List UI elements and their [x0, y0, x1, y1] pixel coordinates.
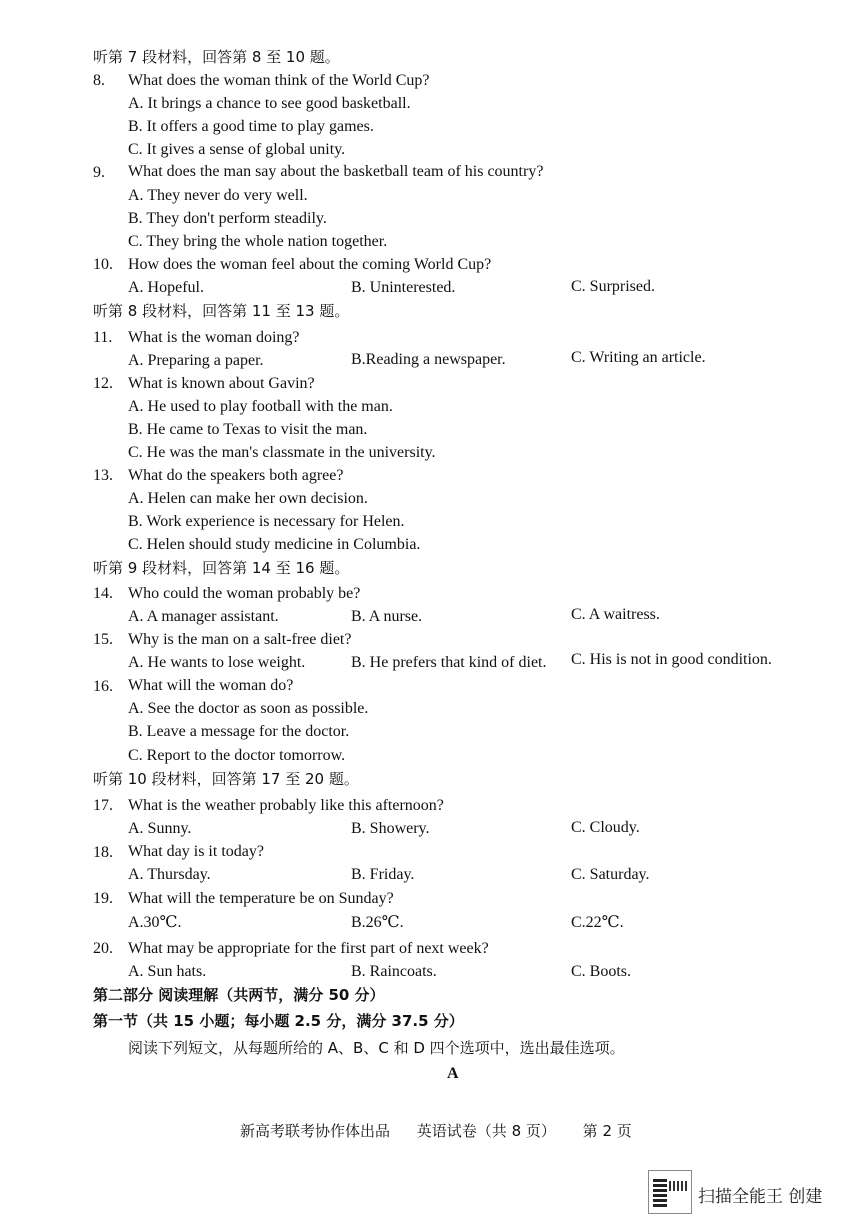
- section-heading-9: 听第 9 段材料，回答第 14 至 16 题。: [93, 559, 350, 577]
- option-b: B. A nurse.: [351, 608, 423, 625]
- passage-label: A: [447, 1065, 459, 1082]
- question-text: Why is the man on a salt-free diet?: [128, 631, 352, 648]
- question-number: 10.: [93, 256, 113, 273]
- question-number: 17.: [93, 797, 113, 814]
- option-b: B.26℃.: [351, 914, 404, 931]
- question-text: What does the man say about the basketball team of his country?: [128, 163, 544, 180]
- footer-page-number: 第 2 页: [582, 1122, 632, 1140]
- option-c: C. They bring the whole nation together.: [128, 233, 388, 250]
- option-b: B. He prefers that kind of diet.: [351, 654, 547, 671]
- question-text: What day is it today?: [128, 843, 264, 860]
- question-number: 18.: [93, 844, 113, 861]
- question-text: What does the woman think of the World Cup?: [128, 72, 430, 89]
- option-b: B. Showery.: [351, 820, 430, 837]
- question-number: 12.: [93, 375, 113, 392]
- option-c: C. His is not in good condition.: [571, 651, 772, 668]
- question-text: What may be appropriate for the first part of next week?: [128, 940, 489, 957]
- question-number: 20.: [93, 940, 113, 957]
- option-a: A. It brings a chance to see good basketball.: [128, 95, 411, 112]
- option-a: A. Sun hats.: [128, 963, 207, 980]
- scanner-watermark-text: 扫描全能王 创建: [698, 1187, 823, 1207]
- section-heading-7: 听第 7 段材料，回答第 8 至 10 题。: [93, 48, 340, 66]
- question-text: What do the speakers both agree?: [128, 467, 344, 484]
- question-text: What is the woman doing?: [128, 329, 300, 346]
- option-c: C. Writing an article.: [571, 349, 706, 366]
- page-footer: [240, 1120, 654, 1141]
- footer-publisher: 新高考联考协作体出品: [240, 1122, 391, 1140]
- question-text: What will the temperature be on Sunday?: [128, 890, 394, 907]
- option-b: B. Work experience is necessary for Helen.: [128, 513, 405, 530]
- section-heading-10: 听第 10 段材料，回答第 17 至 20 题。: [93, 770, 359, 788]
- question-number: 11.: [93, 329, 113, 346]
- option-c: C. Cloudy.: [571, 819, 640, 836]
- question-text: How does the woman feel about the coming World Cup?: [128, 256, 492, 273]
- question-text: What will the woman do?: [128, 677, 294, 694]
- option-a: A. A manager assistant.: [128, 608, 279, 625]
- question-text: What is known about Gavin?: [128, 375, 315, 392]
- option-a: A. Hopeful.: [128, 279, 204, 296]
- option-b: B. Friday.: [351, 866, 415, 883]
- option-a: A. He used to play football with the man.: [128, 398, 393, 415]
- option-a: A. They never do very well.: [128, 187, 308, 204]
- question-number: 16.: [93, 678, 113, 695]
- option-b: B. Uninterested.: [351, 279, 456, 296]
- part2-instruction: 阅读下列短文，从每题所给的 A、B、C 和 D 四个选项中，选出最佳选项。: [128, 1039, 625, 1057]
- question-number: 9.: [93, 164, 105, 181]
- scanner-watermark: [648, 1170, 848, 1215]
- option-a: A. Thursday.: [128, 866, 211, 883]
- option-b: B. He came to Texas to visit the man.: [128, 421, 368, 438]
- option-a: A.30℃.: [128, 914, 182, 931]
- option-c: C. Report to the doctor tomorrow.: [128, 747, 346, 764]
- section-heading-8: 听第 8 段材料，回答第 11 至 13 题。: [93, 302, 350, 320]
- part2-section1-title: 第一节（共 15 小题；每小题 2.5 分，满分 37.5 分）: [93, 1012, 464, 1030]
- part2-title: 第二部分 阅读理解（共两节，满分 50 分）: [93, 986, 385, 1004]
- footer-subject: 英语试卷（共 8 页）: [416, 1122, 556, 1140]
- option-b: B. It offers a good time to play games.: [128, 118, 374, 135]
- question-text: Who could the woman probably be?: [128, 585, 361, 602]
- option-b: B. Leave a message for the doctor.: [128, 723, 350, 740]
- option-c: C. He was the man's classmate in the university.: [128, 444, 436, 461]
- option-a: A. Helen can make her own decision.: [128, 490, 368, 507]
- option-a: A. He wants to lose weight.: [128, 654, 306, 671]
- option-c: C. Saturday.: [571, 866, 650, 883]
- question-number: 15.: [93, 631, 113, 648]
- option-c: C.22℃.: [571, 914, 624, 931]
- option-c: C. Helen should study medicine in Columbia.: [128, 536, 421, 553]
- question-number: 13.: [93, 467, 113, 484]
- option-b: B. They don't perform steadily.: [128, 210, 327, 227]
- option-c: C. It gives a sense of global unity.: [128, 141, 346, 158]
- option-a: A. Sunny.: [128, 820, 192, 837]
- option-c: C. Boots.: [571, 963, 632, 980]
- question-number: 8.: [93, 72, 105, 89]
- option-b: B.Reading a newspaper.: [351, 351, 506, 368]
- option-a: A. See the doctor as soon as possible.: [128, 700, 369, 717]
- scanner-logo-icon: [648, 1170, 692, 1214]
- question-text: What is the weather probably like this afternoon?: [128, 797, 444, 814]
- option-c: C. Surprised.: [571, 278, 655, 295]
- question-number: 14.: [93, 585, 113, 602]
- option-a: A. Preparing a paper.: [128, 352, 264, 369]
- option-b: B. Raincoats.: [351, 963, 437, 980]
- option-c: C. A waitress.: [571, 606, 660, 623]
- question-number: 19.: [93, 890, 113, 907]
